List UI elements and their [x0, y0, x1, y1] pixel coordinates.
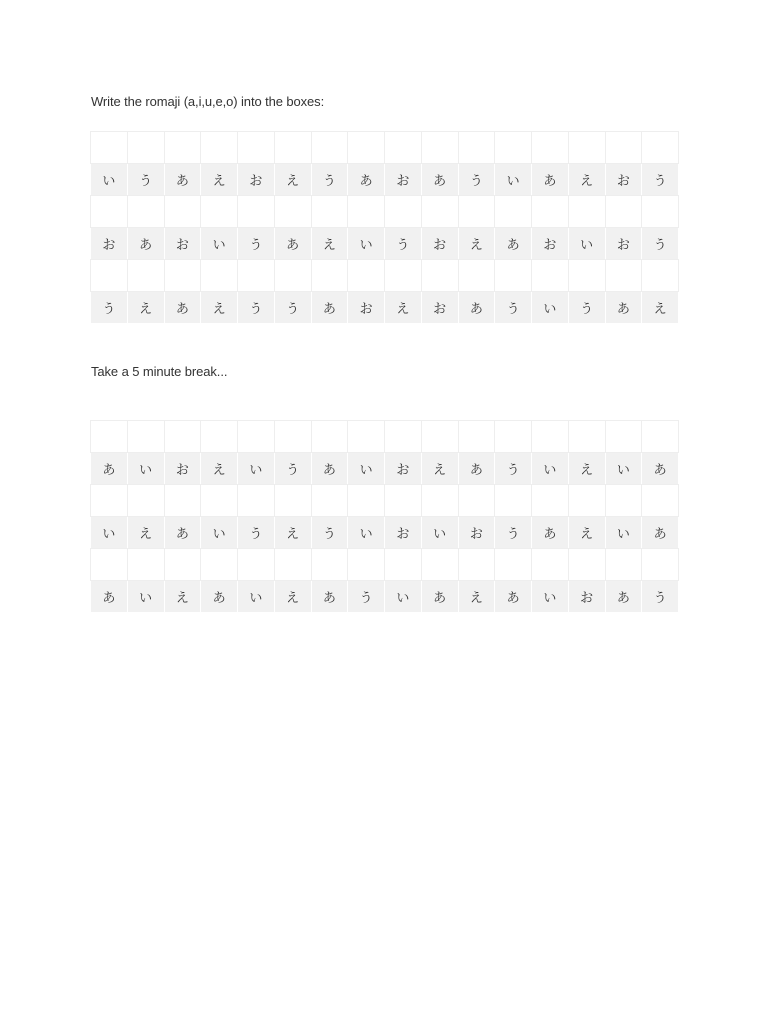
kana-cell: お	[385, 164, 421, 195]
answer-box[interactable]	[165, 260, 201, 291]
kana-cell: い	[348, 228, 384, 259]
kana-cell: あ	[348, 164, 384, 195]
answer-box[interactable]	[165, 132, 201, 163]
kana-cell: え	[165, 581, 201, 612]
answer-box[interactable]	[459, 132, 495, 163]
answer-box[interactable]	[238, 549, 274, 580]
answer-box[interactable]	[459, 196, 495, 227]
kana-cell: あ	[312, 581, 348, 612]
answer-box[interactable]	[642, 549, 678, 580]
kana-cell: い	[422, 517, 458, 548]
kana-cell: う	[495, 292, 531, 323]
answer-box[interactable]	[238, 132, 274, 163]
kana-cell: あ	[165, 292, 201, 323]
kana-cell: う	[238, 228, 274, 259]
answer-box[interactable]	[348, 260, 384, 291]
answer-box[interactable]	[532, 196, 568, 227]
answer-box[interactable]	[165, 421, 201, 452]
answer-box[interactable]	[312, 485, 348, 516]
kana-cell: あ	[606, 292, 642, 323]
instruction-text: Write the romaji (a,i,u,e,o) into the boxes:	[91, 94, 325, 109]
answer-box[interactable]	[606, 260, 642, 291]
answer-box[interactable]	[422, 549, 458, 580]
kana-cell: え	[569, 517, 605, 548]
kana-cell: う	[312, 517, 348, 548]
kana-cell: あ	[91, 581, 127, 612]
kana-cell: い	[532, 453, 568, 484]
answer-box[interactable]	[459, 260, 495, 291]
kana-cell: お	[569, 581, 605, 612]
kana-cell: う	[385, 228, 421, 259]
answer-box[interactable]	[422, 132, 458, 163]
kana-cell: え	[385, 292, 421, 323]
worksheet-grid	[91, 421, 678, 612]
kana-cell: あ	[532, 517, 568, 548]
answer-box[interactable]	[385, 485, 421, 516]
answer-box[interactable]	[91, 260, 127, 291]
kana-cell: え	[275, 164, 311, 195]
kana-cell: あ	[128, 228, 164, 259]
kana-cell: え	[128, 292, 164, 323]
kana-cell: お	[91, 228, 127, 259]
answer-box[interactable]	[165, 485, 201, 516]
answer-box[interactable]	[642, 132, 678, 163]
answer-box[interactable]	[128, 132, 164, 163]
kana-cell: え	[275, 581, 311, 612]
answer-box[interactable]	[385, 196, 421, 227]
kana-cell: い	[201, 517, 237, 548]
kana-cell: い	[532, 292, 568, 323]
answer-box[interactable]	[238, 260, 274, 291]
kana-cell: う	[275, 453, 311, 484]
answer-box[interactable]	[201, 260, 237, 291]
answer-box[interactable]	[128, 260, 164, 291]
answer-box[interactable]	[348, 421, 384, 452]
answer-box[interactable]	[532, 485, 568, 516]
answer-box[interactable]	[201, 421, 237, 452]
kana-cell: お	[606, 228, 642, 259]
kana-cell: え	[459, 228, 495, 259]
answer-box[interactable]	[606, 421, 642, 452]
kana-cell: え	[422, 453, 458, 484]
kana-cell: あ	[312, 292, 348, 323]
kana-cell: い	[128, 581, 164, 612]
kana-cell: あ	[312, 453, 348, 484]
answer-box[interactable]	[495, 196, 531, 227]
answer-box[interactable]	[91, 196, 127, 227]
kana-cell: お	[385, 517, 421, 548]
kana-cell: あ	[91, 453, 127, 484]
answer-box[interactable]	[642, 260, 678, 291]
answer-box[interactable]	[91, 421, 127, 452]
answer-box[interactable]	[201, 132, 237, 163]
kana-cell: あ	[165, 164, 201, 195]
answer-box[interactable]	[569, 196, 605, 227]
kana-cell: う	[91, 292, 127, 323]
kana-cell: あ	[495, 581, 531, 612]
answer-box[interactable]	[312, 132, 348, 163]
answer-box[interactable]	[275, 196, 311, 227]
kana-cell: あ	[495, 228, 531, 259]
kana-cell: い	[91, 517, 127, 548]
kana-cell: う	[642, 228, 678, 259]
answer-box[interactable]	[422, 260, 458, 291]
answer-box[interactable]	[569, 549, 605, 580]
answer-box[interactable]	[606, 485, 642, 516]
kana-cell: お	[422, 228, 458, 259]
kana-cell: お	[385, 453, 421, 484]
answer-box[interactable]	[312, 196, 348, 227]
kana-cell: う	[495, 517, 531, 548]
answer-box[interactable]	[385, 421, 421, 452]
kana-cell: え	[642, 292, 678, 323]
answer-box[interactable]	[495, 485, 531, 516]
kana-cell: い	[606, 517, 642, 548]
kana-cell: え	[569, 164, 605, 195]
answer-box[interactable]	[532, 260, 568, 291]
kana-cell: え	[312, 228, 348, 259]
kana-cell: あ	[459, 292, 495, 323]
kana-cell: あ	[642, 517, 678, 548]
answer-box[interactable]	[348, 485, 384, 516]
answer-box[interactable]	[495, 260, 531, 291]
answer-box[interactable]	[569, 421, 605, 452]
kana-cell: お	[532, 228, 568, 259]
answer-box[interactable]	[642, 196, 678, 227]
kana-cell: う	[495, 453, 531, 484]
kana-cell: い	[348, 517, 384, 548]
kana-cell: え	[201, 292, 237, 323]
kana-cell: い	[532, 581, 568, 612]
kana-cell: あ	[165, 517, 201, 548]
answer-box[interactable]	[238, 421, 274, 452]
answer-box[interactable]	[569, 260, 605, 291]
answer-box[interactable]	[312, 421, 348, 452]
kana-cell: う	[238, 292, 274, 323]
kana-cell: え	[201, 453, 237, 484]
answer-box[interactable]	[128, 549, 164, 580]
kana-cell: う	[275, 292, 311, 323]
answer-box[interactable]	[91, 132, 127, 163]
answer-box[interactable]	[569, 485, 605, 516]
kana-cell: う	[642, 164, 678, 195]
kana-cell: え	[275, 517, 311, 548]
kana-cell: お	[238, 164, 274, 195]
answer-box[interactable]	[642, 485, 678, 516]
answer-box[interactable]	[128, 485, 164, 516]
kana-cell: あ	[459, 453, 495, 484]
kana-cell: あ	[422, 581, 458, 612]
answer-box[interactable]	[128, 196, 164, 227]
answer-box[interactable]	[275, 132, 311, 163]
answer-box[interactable]	[275, 260, 311, 291]
kana-cell: い	[238, 581, 274, 612]
answer-box[interactable]	[91, 485, 127, 516]
kana-cell: う	[569, 292, 605, 323]
answer-box[interactable]	[422, 421, 458, 452]
kana-cell: う	[348, 581, 384, 612]
answer-box[interactable]	[201, 485, 237, 516]
answer-box[interactable]	[459, 549, 495, 580]
answer-box[interactable]	[385, 260, 421, 291]
answer-box[interactable]	[495, 421, 531, 452]
answer-box[interactable]	[606, 132, 642, 163]
kana-cell: あ	[642, 453, 678, 484]
answer-box[interactable]	[128, 421, 164, 452]
kana-cell: え	[459, 581, 495, 612]
kana-cell: あ	[532, 164, 568, 195]
kana-cell: い	[201, 228, 237, 259]
kana-cell: い	[128, 453, 164, 484]
answer-box[interactable]	[348, 549, 384, 580]
kana-cell: お	[422, 292, 458, 323]
kana-cell: お	[165, 453, 201, 484]
kana-cell: い	[348, 453, 384, 484]
answer-box[interactable]	[312, 260, 348, 291]
kana-cell: あ	[606, 581, 642, 612]
kana-cell: あ	[422, 164, 458, 195]
kana-cell: い	[569, 228, 605, 259]
kana-cell: え	[569, 453, 605, 484]
kana-cell: う	[642, 581, 678, 612]
answer-box[interactable]	[348, 196, 384, 227]
answer-box[interactable]	[569, 132, 605, 163]
kana-cell: い	[91, 164, 127, 195]
kana-cell: い	[606, 453, 642, 484]
answer-box[interactable]	[312, 549, 348, 580]
kana-cell: お	[606, 164, 642, 195]
answer-box[interactable]	[165, 549, 201, 580]
answer-box[interactable]	[606, 196, 642, 227]
break-note-text: Take a 5 minute break...	[91, 364, 228, 379]
kana-cell: あ	[201, 581, 237, 612]
answer-box[interactable]	[385, 132, 421, 163]
answer-box[interactable]	[606, 549, 642, 580]
worksheet-grid	[91, 132, 678, 323]
answer-box[interactable]	[275, 549, 311, 580]
answer-box[interactable]	[495, 132, 531, 163]
kana-cell: お	[348, 292, 384, 323]
answer-box[interactable]	[422, 485, 458, 516]
answer-box[interactable]	[201, 196, 237, 227]
answer-box[interactable]	[459, 421, 495, 452]
answer-box[interactable]	[495, 549, 531, 580]
kana-cell: お	[459, 517, 495, 548]
answer-box[interactable]	[238, 485, 274, 516]
answer-box[interactable]	[201, 549, 237, 580]
kana-cell: お	[165, 228, 201, 259]
answer-box[interactable]	[532, 421, 568, 452]
kana-cell: う	[312, 164, 348, 195]
answer-box[interactable]	[532, 549, 568, 580]
answer-box[interactable]	[532, 132, 568, 163]
answer-box[interactable]	[422, 196, 458, 227]
answer-box[interactable]	[165, 196, 201, 227]
kana-cell: え	[201, 164, 237, 195]
answer-box[interactable]	[275, 485, 311, 516]
kana-cell: い	[495, 164, 531, 195]
answer-box[interactable]	[385, 549, 421, 580]
kana-cell: あ	[275, 228, 311, 259]
kana-cell: い	[238, 453, 274, 484]
answer-box[interactable]	[642, 421, 678, 452]
answer-box[interactable]	[348, 132, 384, 163]
answer-box[interactable]	[459, 485, 495, 516]
kana-cell: う	[238, 517, 274, 548]
kana-cell: う	[128, 164, 164, 195]
kana-cell: う	[459, 164, 495, 195]
answer-box[interactable]	[238, 196, 274, 227]
kana-cell: え	[128, 517, 164, 548]
answer-box[interactable]	[275, 421, 311, 452]
kana-cell: い	[385, 581, 421, 612]
answer-box[interactable]	[91, 549, 127, 580]
